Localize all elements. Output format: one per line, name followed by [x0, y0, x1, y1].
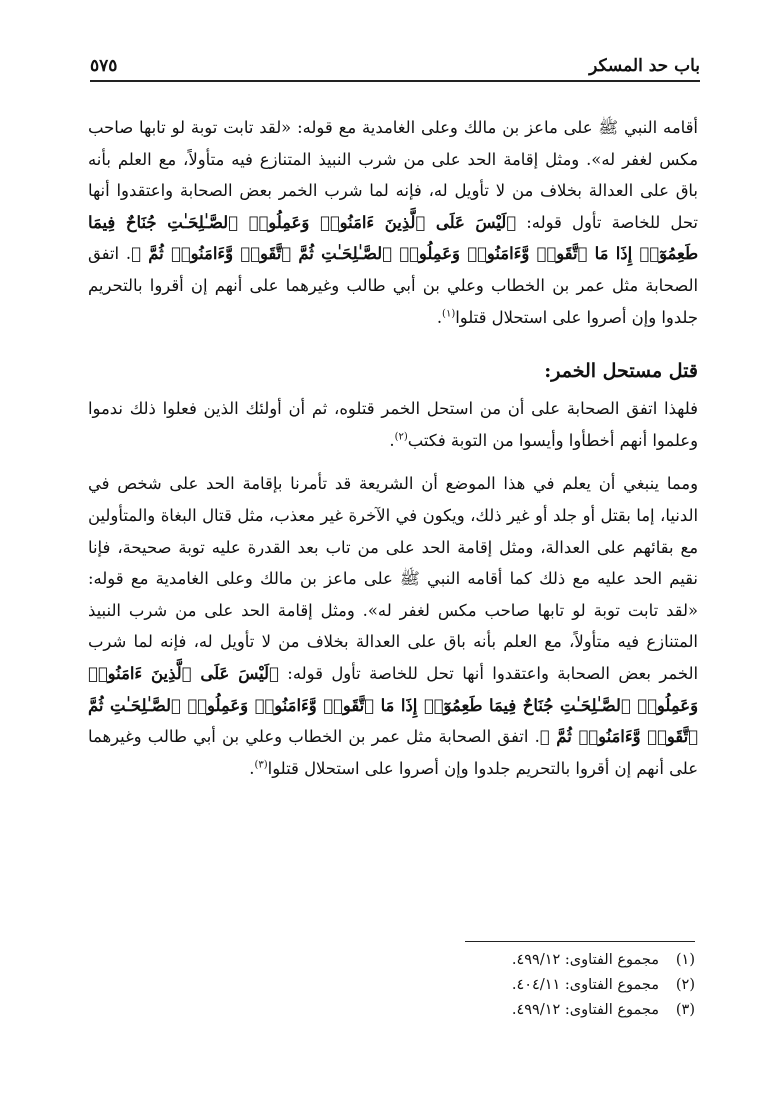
- footnote-text: مجموع الفتاوى: ٤٩٩/١٢.: [511, 1002, 659, 1018]
- paragraph-2: [88, 393, 698, 456]
- paragraph-3: [88, 468, 698, 784]
- section-heading: قتل مستحل الخمر:: [544, 360, 698, 383]
- paragraph-2-end: .: [389, 430, 395, 450]
- footnote-number: (٣): [675, 1002, 695, 1018]
- paragraph-1: [88, 112, 698, 333]
- footnote-text: مجموع الفتاوى: ٤٠٤/١١.: [511, 977, 659, 993]
- paragraph-1-text-a: أقامه النبي ﷺ على ماعز بن مالك وعلى الغامدية مع قوله: «لقد تابت توبة لو تابها صاحب مكس لغفر له». ومثل إقامة الحد على من شرب النبيذ المتنازع فيه متأولاً، مع العلم بأنه باق على العدالة بخلاف من لا تأويل له، فإنه لما شرب الخمر بعض الصحابة واعتقدوا أنها تحل للخاصة تأول قوله:: [88, 118, 698, 232]
- footnote-number: (٢): [675, 977, 695, 993]
- footnotes: [395, 948, 695, 1023]
- footnote-ref-3[interactable]: (٣): [254, 759, 268, 771]
- footnote-number: (١): [675, 952, 695, 968]
- footnote-ref-2[interactable]: (٢): [394, 431, 408, 443]
- quran-verse-2: ﴿لَيْسَ عَلَى ٱلَّذِينَ ءَامَنُوا۟ وَعَمِلُوا۟ ٱلصَّـٰلِحَـٰتِ جُنَاحٌ فِيمَا طَعِمُوٓا۟ إِذَا مَا ٱتَّقَوا۟ وَّءَامَنُوا۟ وَعَمِلُوا۟ ٱلصَّـٰلِحَـٰتِ ثُمَّ ٱتَّقَوا۟ وَّءَامَنُوا۟ ثُمَّ ﴾: [88, 663, 698, 747]
- quran-verse-1: ﴿لَيْسَ عَلَى ٱلَّذِينَ ءَامَنُوا۟ وَعَمِلُوا۟ ٱلصَّـٰلِحَـٰتِ جُنَاحٌ فِيمَا طَعِمُوٓا۟ إِذَا مَا ٱتَّقَوا۟ وَّءَامَنُوا۟ وَعَمِلُوا۟ ٱلصَّـٰلِحَـٰتِ ثُمَّ ٱتَّقَوا۟ وَّءَامَنُوا۟ ثُمَّ ﴾: [88, 212, 698, 264]
- paragraph-1-end: .: [436, 307, 443, 327]
- footnote-item: [395, 998, 695, 1023]
- footnote-ref-1[interactable]: (١): [442, 308, 456, 320]
- footnote-text: مجموع الفتاوى: ٤٩٩/١٢.: [511, 952, 659, 968]
- paragraph-2-text: فلهذا اتفق الصحابة على أن من استحل الخمر قتلوه، ثم أن أولئك الذين فعلوا ذلك ندموا وعلموا أنهم أخطأوا وأيسوا من التوبة فكتب: [88, 399, 698, 450]
- paragraph-3-text-a: ومما ينبغي أن يعلم في هذا الموضع أن الشريعة قد تأمرنا بإقامة الحد على شخص في الدنيا، إما بقتل أو جلد أو غير ذلك، ويكون في الآخرة غير معذب، مثل قتال البغاة والمتأولين مع بقائهم على العدالة، ومثل إقامة الحد على من تاب بعد القدرة عليه توبة صحيحة، فإنا نقيم الحد عليه مع ذلك كما أقامه النبي ﷺ على ماعز بن مالك وعلى الغامدية مع قوله: «لقد تابت توبة لو تابها صاحب مكس لغفر له». ومثل إقامة الحد على من شرب النبيذ المتنازع فيه متأولاً، مع العلم بأنه باق على العدالة بخلاف من لا تأويل له، فإنه لما شرب الخمر بعض الصحابة واعتقدوا أنها تحل للخاصة تأول قوله:: [88, 474, 698, 683]
- paragraph-1-text-b: . اتفق الصحابة مثل عمر بن الخطاب وعلي بن أبي طالب وغيرهما على أنهم إن أقروا بالتحريم جلدوا وإن أصروا على استحلال قتلوا: [88, 244, 698, 327]
- chapter-title: باب حد المسكر: [589, 56, 700, 76]
- paragraph-3-text-b: . اتفق الصحابة مثل عمر بن الخطاب وعلي بن أبي طالب وغيرهما على أنهم إن أقروا بالتحريم جلدوا وإن أصروا على استحلال قتلوا: [88, 727, 698, 778]
- page-number: ٥٧٥: [90, 56, 118, 76]
- main-text: [88, 112, 698, 784]
- paragraph-3-end: .: [249, 758, 255, 778]
- footnote-item: [395, 948, 695, 973]
- footnote-divider: [465, 941, 695, 942]
- footnote-item: [395, 973, 695, 998]
- running-header: [90, 50, 700, 82]
